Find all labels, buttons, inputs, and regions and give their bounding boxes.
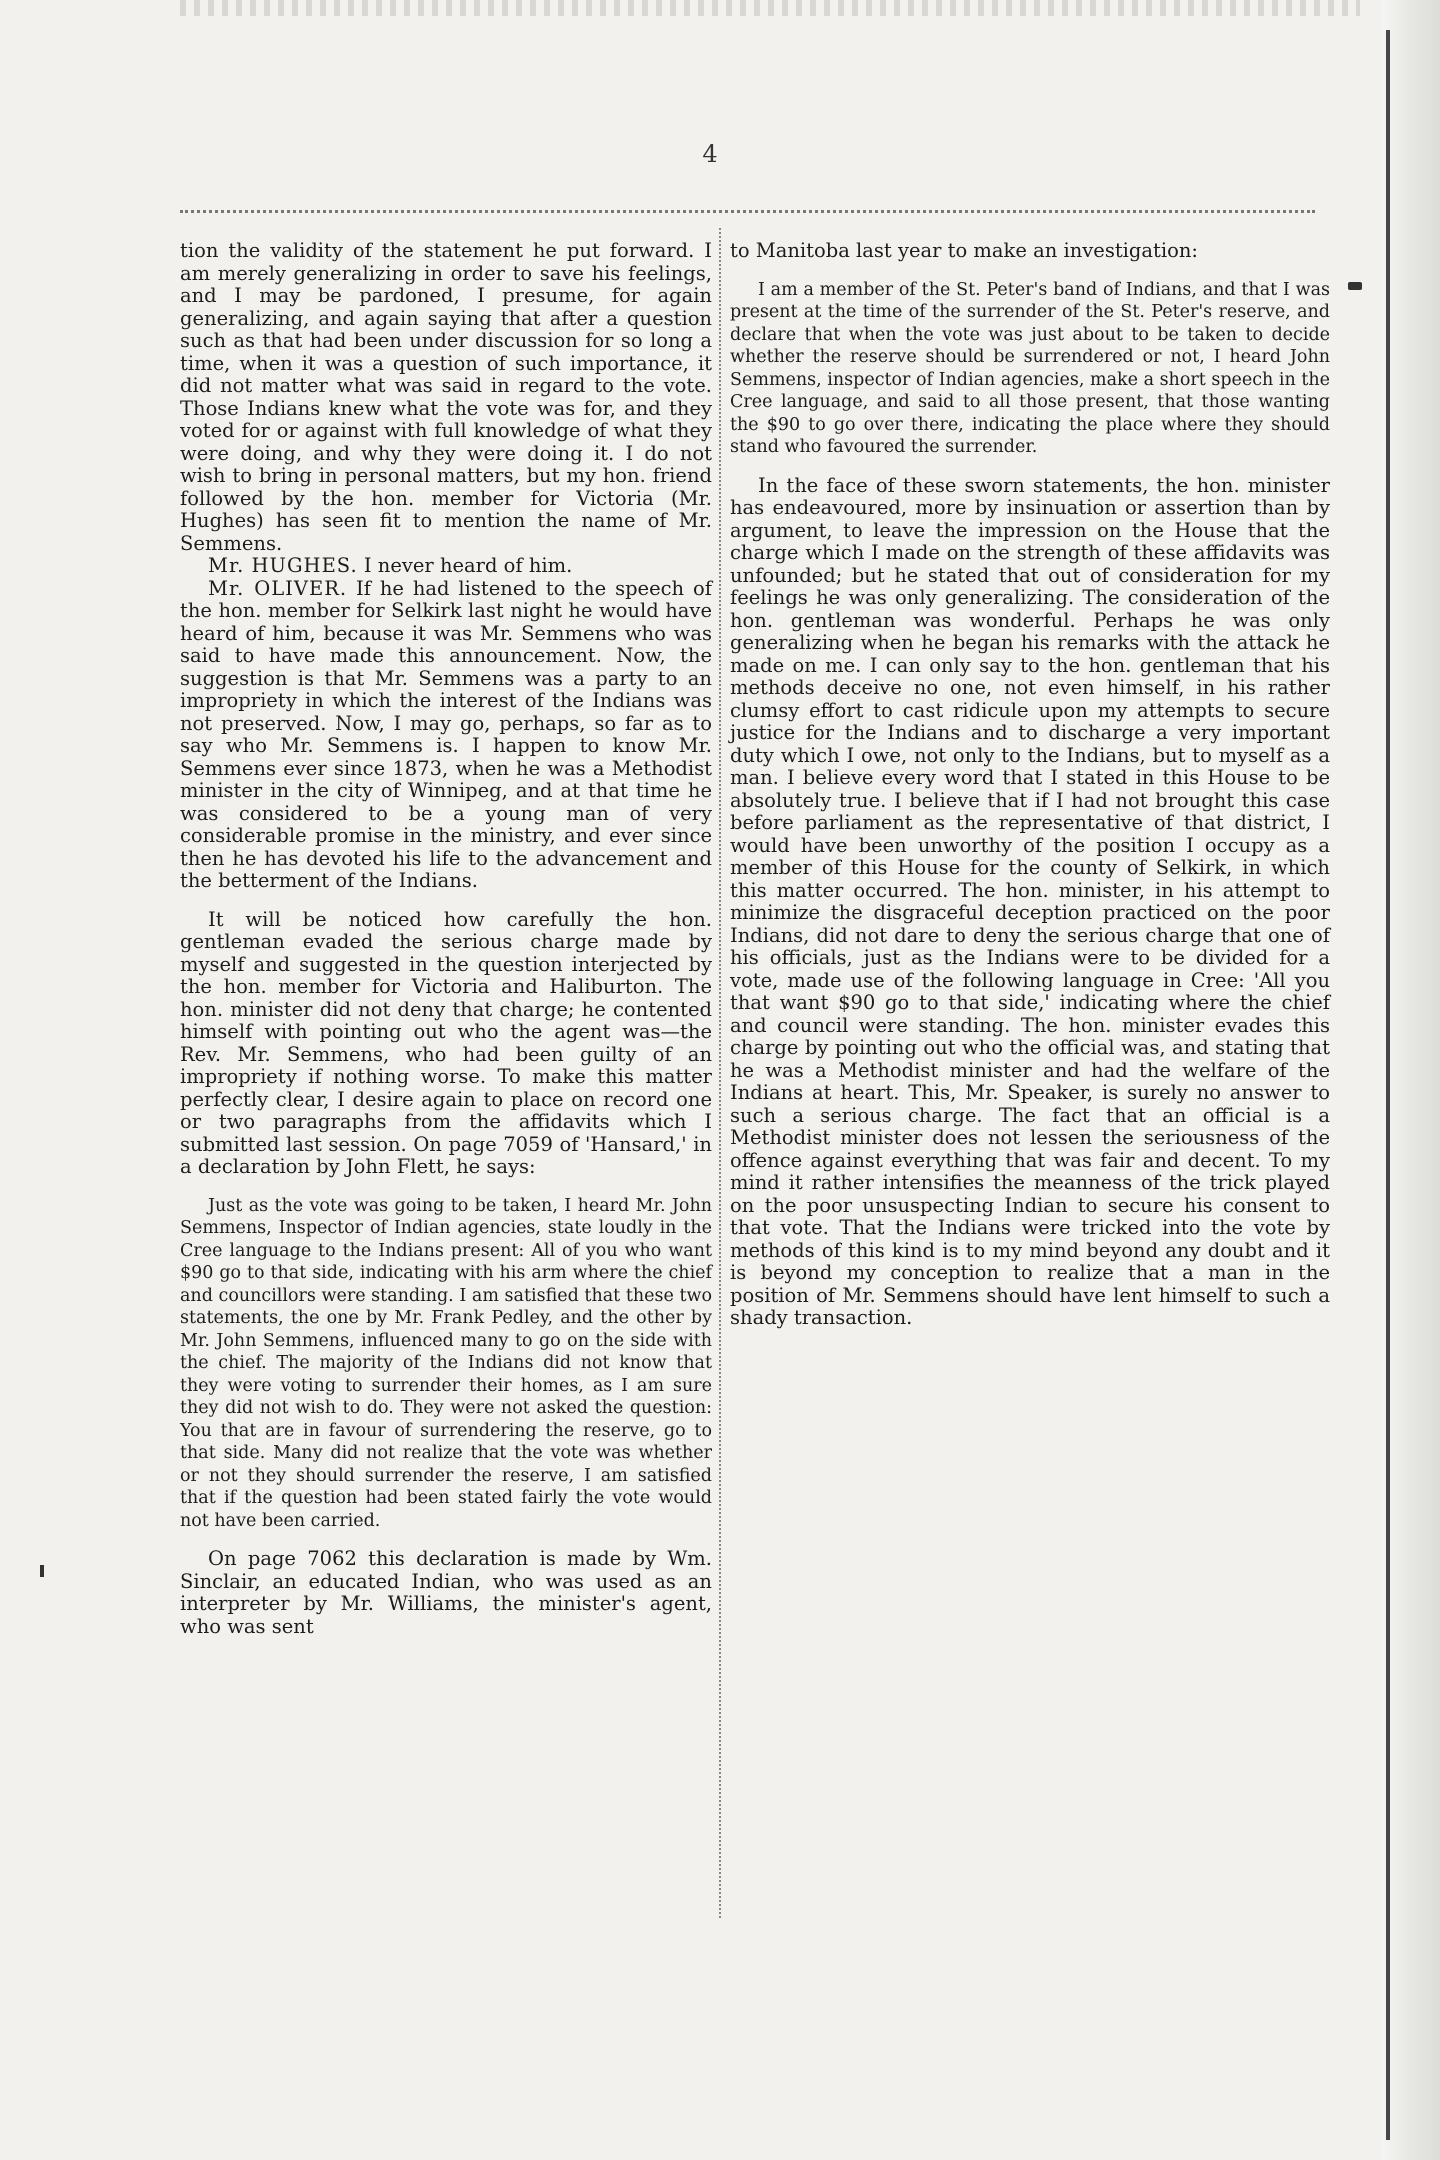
left-column	[180, 240, 712, 1638]
page-edge-shadow	[1382, 0, 1440, 2160]
quoted-declaration: I am a member of the St. Peter's band of Indians, and that I was present at the time of the surrender of the St. Peter's reserve, and declare that when the vote was just about to be taken to decide whether the reserve should be surrendered or not, I heard John Semmens, inspector of Indian agencies, make a short speech in the Cree language, and said to all those present, that those wanting the $90 to go over there, indicating the place where they should stand who favoured the surrender.	[730, 279, 1330, 457]
paragraph: to Manitoba last year to make an investigation:	[730, 239, 1198, 262]
paragraph: On page 7062 this declaration is made by Wm. Sinclair, an educated Indian, who was used as an interpreter by Mr. Williams, the minister's agent, who was sent	[180, 1547, 712, 1638]
paragraph: tion the validity of the statement he put forward. I am merely generalizing in order to save his feelings, and I may be pardoned, I presume, for again generalizing, and again saying that after a question such as that had been under discussion for so long a time, when it was a question of such importance, it did not matter what was said in regard to the vote. Those Indians knew what the vote was for, and they voted for or against with full knowledge of what they were doing, and why they were doing it. I do not wish to bring in personal matters, but my hon. friend followed by the hon. member for Victoria (Mr. Hughes) has seen fit to mention the name of Mr. Semmens.	[180, 239, 712, 555]
speaker-text: I never heard of him.	[363, 554, 573, 577]
right-column	[730, 240, 1330, 1330]
paragraph: In the face of these sworn statements, the hon. minister has endeavoured, more by insinuation or assertion than by argument, to leave the impression on the House that the charge which I made on the strength of these affidavits was unfounded; but he stated that out of consideration for my feelings he was only generalizing. The consideration of the hon. gentleman was wonderful. Perhaps he was only generalizing when he began his remarks with the attack he made on me. I can only say to the hon. gentleman that his methods deceive no one, not even himself, in his rather clumsy effort to cast ridicule upon my attempts to secure justice for the Indians and to discharge a very important duty which I owe, not only to the Indians, but to myself as a man. I believe every word that I stated in this House to be absolutely true. I believe that if I had not brought this case before parliament as the representative of that district, I would have been unworthy of the position I occupy as a member of this House for the county of Selkirk, in which this matter occurred. The hon. minister, in his attempt to minimize the disgraceful deception practiced on the poor Indians, did not dare to deny the serious charge that one of his officials, just as the Indians were to be divided for a vote, made use of the following language in Cree: 'All you that want $90 go to that side,' indicating where the chief and council were standing. The hon. minister evades this charge by pointing out who the official was, and stating that he was a Methodist minister and had the welfare of the Indians at heart. This, Mr. Speaker, is surely no answer to such a serious charge. The fact that an official is a Methodist minister does not lessen the seriousness of the offence against everything that was fair and decent. To my mind it rather intensifies the meanness of the trick played on the poor unsuspecting Indian to secure his consent to that vote. That the Indians were tricked into the vote by methods of this kind is to my mind beyond any doubt and it is beyond my conception to realize that a man in the position of Mr. Semmens should have lent himself to such a shady transaction.	[730, 473, 1330, 1329]
column-divider	[719, 228, 721, 1918]
quoted-declaration: Just as the vote was going to be taken, I heard Mr. John Semmens, Inspector of Indian agencies, state loudly in the Cree language to the Indians present: All of you who want $90 go to that side, indicating with his arm where the chief and councillors were standing. I am satisfied that these two statements, the one by Mr. Frank Pedley, and the other by Mr. John Semmens, influenced many to go on the side with the chief. The majority of the Indians did not know that they were voting to surrender their homes, as I am sure they did not wish to do. They were not asked the question: You that are in favour of surrendering the reserve, go to that side. Many did not realize that the vote was whether or not they should surrender the reserve, I am satisfied that if the question had been stated fairly the vote would not have been carried.	[180, 1195, 712, 1531]
scan-top-smudge	[180, 0, 1360, 16]
scan-speck	[1348, 282, 1362, 290]
speaker-paragraph	[180, 578, 712, 893]
binding-edge-line	[1386, 30, 1390, 2140]
paragraph: It will be noticed how carefully the hon. gentleman evaded the serious charge made by myself and suggested in the question interjected by the hon. member for Victoria and Haliburton. The hon. minister did not deny that charge; he contented himself with pointing out who the agent was—the Rev. Mr. Semmens, who had been guilty of an impropriety if nothing worse. To make this matter perfectly clear, I desire again to place on record one or two paragraphs from the affidavits which I submitted last session. On page 7059 of 'Hansard,' in a declaration by John Flett, he says:	[180, 907, 712, 1178]
speaker-paragraph	[180, 555, 712, 578]
speaker-name: Mr. OLIVER.	[208, 576, 348, 600]
scan-speck	[40, 1565, 44, 1577]
page-number: 4	[702, 140, 718, 168]
header-rule	[180, 210, 1315, 213]
speaker-text: If he had listened to the speech of the hon. member for Selkirk last night he would have heard of him, because it was Mr. Semmens who was said to have made this announcement. Now, the suggestion is that Mr. Semmens was a party to an impropriety in which the interest of the Indians was not preserved. Now, I may go, perhaps, so far as to say who Mr. Semmens is. I happen to know Mr. Semmens ever since 1873, when he was a Methodist minister in the city of Winnipeg, and at that time he was considered to be a young man of very considerable promise in the ministry, and ever since then he has devoted his life to the advancement and the betterment of the Indians.	[180, 576, 712, 892]
speaker-name: Mr. HUGHES.	[208, 554, 358, 577]
